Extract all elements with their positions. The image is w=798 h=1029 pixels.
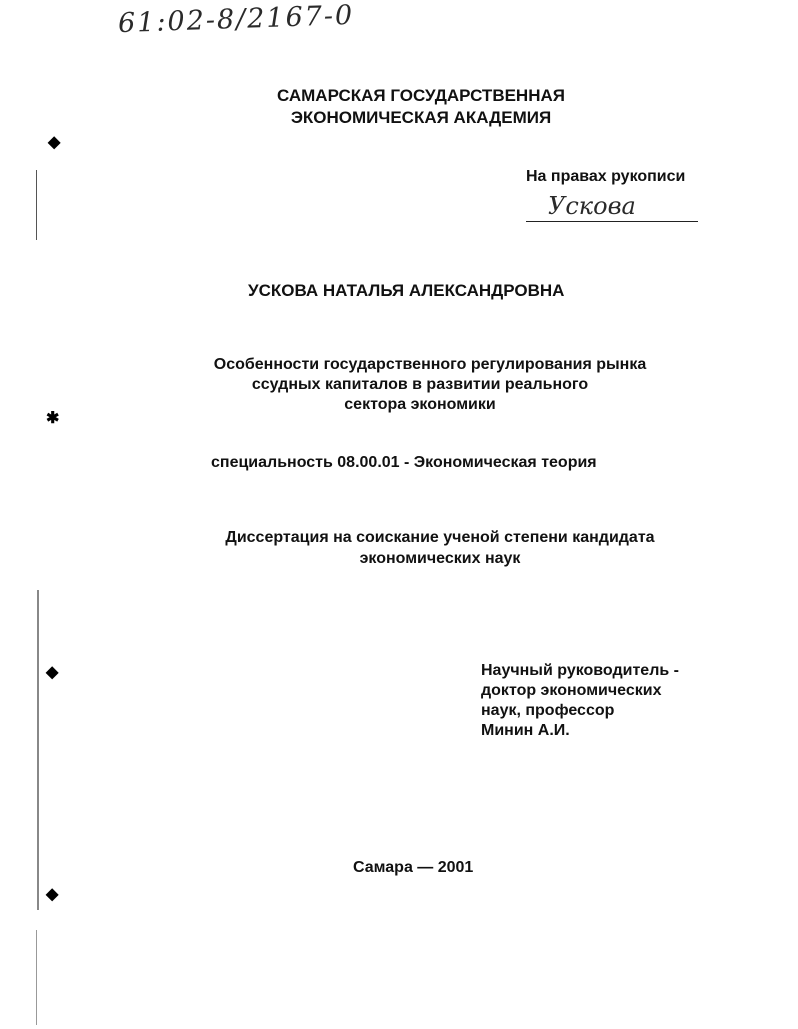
title-line-2: ссудных капиталов в развитии реального: [251, 376, 589, 393]
scan-edge-line: [36, 930, 37, 1025]
institution-line-2: ЭКОНОМИЧЕСКАЯ АКАДЕМИЯ: [290, 108, 552, 127]
rights-note: На правах рукописи: [526, 168, 686, 185]
scan-mark-icon: ✱: [46, 410, 60, 427]
scan-mark-icon: ◆: [48, 134, 61, 151]
supervisor-line-1: Научный руководитель -: [481, 662, 679, 679]
institution-line-1: САМАРСКАЯ ГОСУДАРСТВЕННАЯ: [277, 86, 565, 105]
supervisor-line-3: наук, профессор: [481, 702, 615, 719]
title-line-3: сектора экономики: [344, 396, 496, 413]
title-line-1: Особенности государственного регулирования рынка: [213, 356, 647, 373]
signature-underline: [526, 221, 698, 222]
scan-mark-icon: ◆: [46, 886, 59, 903]
scan-edge-line: [37, 590, 39, 910]
place-year: Самара — 2001: [353, 859, 474, 876]
archive-code-handwritten: 61:02-8/2167-0: [117, 0, 355, 40]
author-name: УСКОВА НАТАЛЬЯ АЛЕКСАНДРОВНА: [248, 281, 565, 300]
dissertation-line-1: Диссертация на соискание ученой степени кандидата: [225, 529, 655, 546]
dissertation-line-2: экономических наук: [359, 550, 521, 567]
supervisor-line-4: Минин А.И.: [481, 722, 570, 739]
scan-mark-icon: ◆: [46, 664, 59, 681]
author-signature: Ускова: [548, 192, 636, 220]
scan-edge-line: [36, 170, 37, 240]
specialty: специальность 08.00.01 - Экономическая теория: [211, 454, 597, 471]
supervisor-line-2: доктор экономических: [481, 682, 662, 699]
